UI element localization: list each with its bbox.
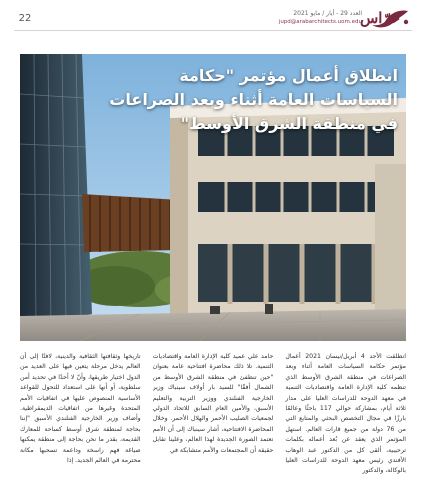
hero-photo [20, 54, 406, 341]
article-column-1: انطلقت الأحد 4 أبريل/نيسان 2021 أعمال مؤتمر حكامة السياسات العامة أثناء وبعد الصراعات في منطقة الشرق الأوسط الذي تنظمه كلية الإدارة العامة واقتصاديات التنمية في معهد الدوحة للدراسات العليا على مدار ثلاثة أيام، بمشاركة حوالي 117 باحثًا وعالمًا بارزًا في مجال التخصص البحثي والمتابع التي من 76 دولة من جميع قارات العالم. استهل المؤتمر الذي يعقد عن بُعد أعماله بكلمات ترحيبية، ألقى كل من الدكتور عبد الوهاب الأفندي رئيس معهد الدوحة للدراسات العليا بالوكالة، والدكتور [285, 353, 406, 475]
article-body [20, 352, 406, 476]
article-headline: انطلاق أعمال مؤتمر "حكامة السياسات العامة أثناء وبعد الصراعات في منطقة الشرق الأوسط" [109, 66, 398, 133]
website-address[interactable]: jupd@arabarchitects.uom.edu [278, 19, 362, 25]
page-number: 22 [18, 13, 32, 24]
page-header [0, 0, 426, 40]
article-column-2: حامد علي عميد كلية الإدارة العامة واقتصاديات التنمية. تلا ذلك محاضرة افتتاحية عامة بعنوان "حين تنطفئ في منطقة الشرق الأوسط من الشمال أفقًا" للسيد بار أولاف سينباك وزير الخارجية الفنلندي ووزير التربية والتعليم الأسبق، والأمين العام السابق للاتحاد الدولي لجمعيات الصليب الأحمر والهلال الأحمر. وخلال المحاضرة الافتتاحية، أشار سينباك إلى أن الأمم تعتمد الصورة الجديدة لهذا العالم، وعلينا تقابل حقيقة أن المجتمعات والأمم متشابكة في [152, 353, 274, 454]
masthead [278, 8, 412, 32]
issue-info: العدد 29 - أيار / مايو 2021 [293, 10, 362, 17]
magazine-title: حرّاس [359, 9, 400, 27]
article-column-3: تاريخها وثقافتها الثقافية والدينية، لافتًا إلى أن العالم يدخل مرحلة يتعين فيها على العديد من الدول اختيار طريقها، وأنّ لا أحدًا في تحديد أمن سلطوية، أو أنها على استعداد للتحول للقواعد الأساسية المنصوص عليها في اتفاقيات الأمم المتحدة وغيرها من اتفاقيات الديمقراطية. وأضاف وزير الخارجية الفنلندي الأسبق "إننا بحاجة لمنطقة شرق أوسط كساحة للمعارك القديمة، بقدر ما نحن بحاجة إلى منطقة يمكنها صياغة فهم راسخة وداعمة تسحبها مكانة محترمة في العالم الجديد. إذا [19, 353, 141, 465]
